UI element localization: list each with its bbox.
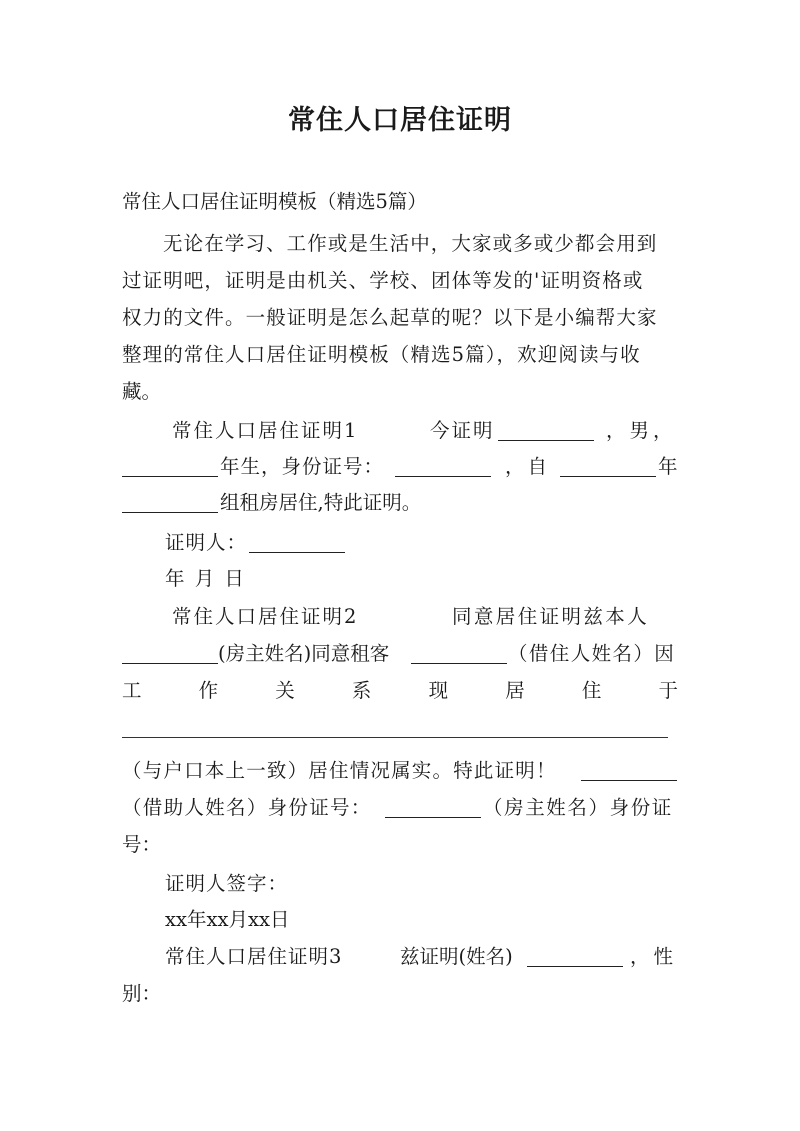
section2-text: 同意居住证明兹本人	[452, 605, 650, 628]
birth-year-blank[interactable]	[122, 456, 218, 477]
section2-text: （借助人姓名）身份证号：	[122, 796, 372, 819]
section1-text: 年生，身份证号：	[220, 455, 385, 478]
intro-line: 过证明吧，证明是由机关、学校、团体等发的'证明资格或	[122, 269, 644, 292]
section1-text: 年	[658, 455, 678, 478]
section1-heading: 常住人口居住证明1	[172, 419, 359, 442]
section1-text: 今证明	[430, 419, 495, 442]
justified-char: 居	[505, 679, 525, 702]
tenant-name-blank[interactable]	[411, 643, 507, 664]
justified-char: 住	[581, 679, 602, 702]
justified-line	[122, 678, 678, 704]
section2-text: （借住人姓名）因	[508, 642, 676, 665]
address-blank[interactable]	[122, 737, 668, 738]
borrower-id-blank[interactable]	[385, 797, 481, 818]
section3-text: 兹证明(姓名)	[400, 945, 513, 968]
intro-line: 无论在学习、工作或是生活中，大家或多或少都会用到	[163, 232, 658, 255]
intro-line: 整理的常住人口居住证明模板（精选5篇），欢迎阅读与收	[122, 343, 641, 366]
name-blank[interactable]	[498, 420, 594, 441]
page-title: 常住人口居住证明	[288, 105, 512, 136]
section1-text: ，自	[505, 455, 551, 478]
section1-text: ，男，	[606, 419, 677, 442]
section3-text: 别：	[122, 982, 162, 1005]
document-subtitle: 常住人口居住证明模板（精选5篇）	[122, 190, 427, 213]
section3-heading: 常住人口居住证明3	[165, 945, 343, 968]
owner-name-blank[interactable]	[122, 643, 218, 664]
justified-char: 作	[198, 679, 219, 702]
section2-text: （房主姓名）身份证	[483, 796, 673, 819]
id-number-blank[interactable]	[395, 456, 491, 477]
from-year-blank[interactable]	[560, 456, 656, 477]
section2-text: (房主姓名)同意租客	[218, 642, 390, 665]
justified-char: 工	[122, 679, 142, 702]
justified-char: 关	[275, 679, 295, 702]
signature-label: 证明人签字：	[165, 872, 289, 895]
justified-char: 系	[351, 679, 372, 702]
section3-text: ，性	[630, 945, 678, 968]
section2-text: 号：	[122, 833, 162, 856]
intro-line: 藏。	[122, 380, 162, 403]
prover-label: 证明人：	[165, 531, 248, 554]
intro-line: 权力的文件。一般证明是怎么起草的呢？以下是小编帮大家	[122, 306, 658, 329]
date-line: xx年xx月xx日	[165, 908, 290, 931]
borrower-name-blank[interactable]	[581, 760, 677, 781]
section1-text: 组租房居住,特此证明。	[220, 491, 422, 514]
date-line: 年 月 日	[165, 567, 246, 590]
gender-name-blank[interactable]	[527, 946, 623, 967]
section2-text: （与户口本上一致）居住情况属实。特此证明！	[122, 759, 557, 782]
location-blank[interactable]	[122, 492, 218, 513]
prover-blank[interactable]	[249, 532, 345, 553]
justified-char: 现	[428, 679, 449, 702]
section2-heading: 常住人口居住证明2	[172, 605, 359, 628]
justified-char: 于	[658, 679, 678, 702]
